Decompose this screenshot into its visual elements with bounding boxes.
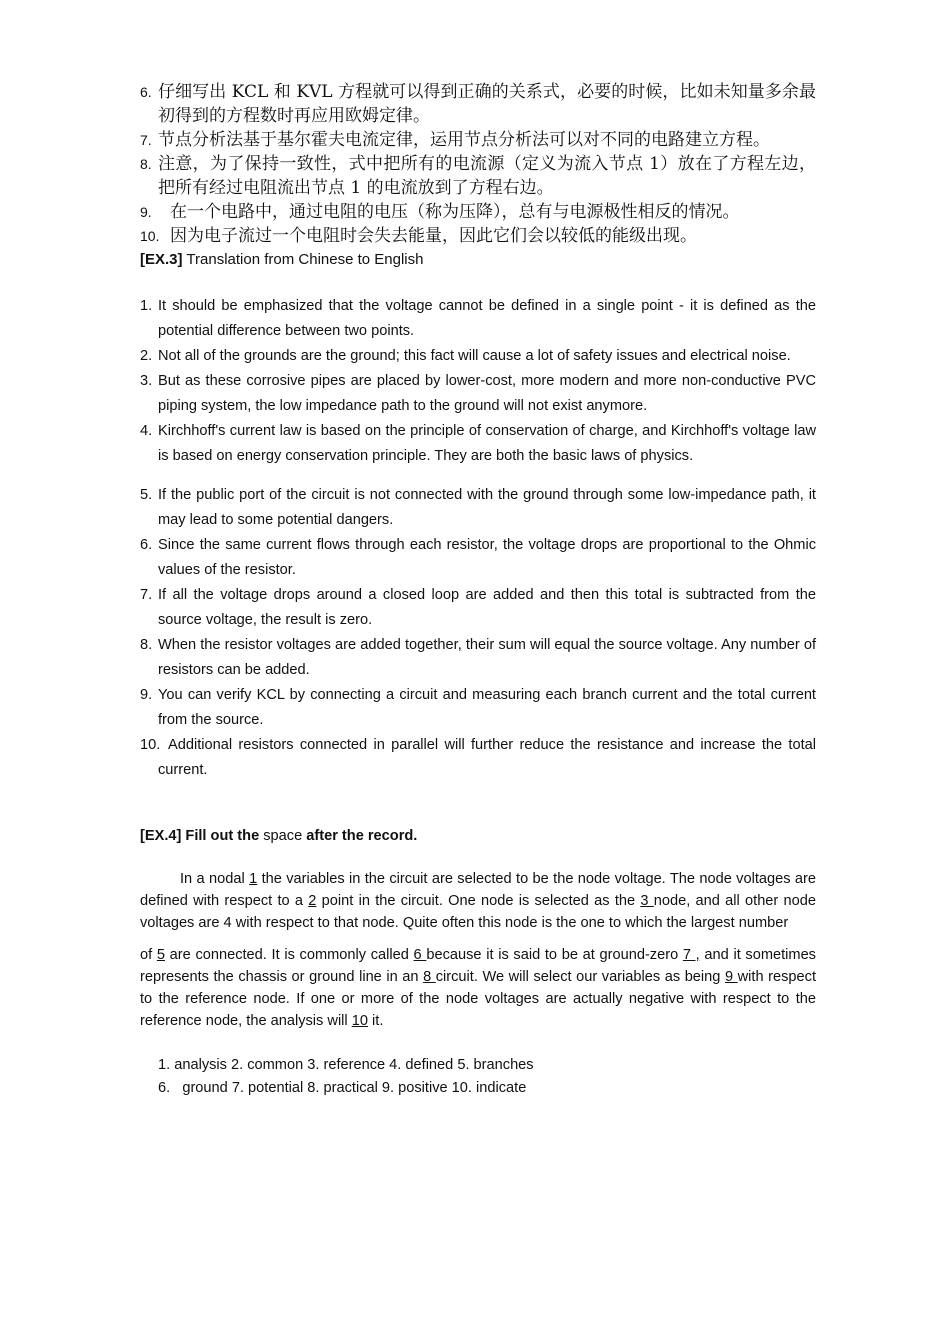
item-text: 因为电子流过一个电阻时会失去能量，因此它们会以较低的能级出现。 (170, 226, 697, 246)
ex3-title: Translation from Chinese to English (182, 251, 424, 268)
item-number: 8. (140, 156, 152, 172)
text-run: the variables in the circuit are selected to be the node voltage. The node voltages are defined with respect to a (140, 871, 816, 909)
blank-9: 9 (724, 969, 738, 985)
list-item (140, 369, 816, 419)
item-number: 1. (140, 298, 153, 314)
ex4-heading-part1: [EX.4] Fill out the (140, 828, 260, 844)
text-run: circuit. We will select our variables as being (435, 969, 725, 985)
text-run: In a nodal (180, 871, 250, 887)
answer-key-line-2: 6. ground 7. potential 8. practical 9. positive 10. indicate (158, 1080, 527, 1096)
item-text: It should be emphasized that the voltage cannot be defined in a single point - it is defined as the potential difference between two points. (158, 298, 816, 339)
blank-7: 7 , (682, 947, 700, 963)
item-text: Kirchhoff's current law is based on the principle of conservation of charge, and Kirchhoff's voltage law is based on energy conservation principle. They are both the basic laws of physics. (158, 423, 816, 464)
item-number: 7. (140, 587, 153, 603)
document-page (140, 80, 816, 1100)
ex3-tag: [EX.3] (140, 251, 183, 268)
list-item (140, 294, 816, 344)
list-item (140, 583, 816, 633)
ex4-paragraph-2 (140, 944, 816, 1032)
item-number: 8. (140, 637, 153, 653)
text-run: of (140, 947, 157, 963)
item-text: 仔细写出 KCL 和 KVL 方程就可以得到正确的关系式，必要的时候，比如未知量多余最初得到的方程数时再应用欧姆定律。 (158, 82, 816, 126)
item-text: But as these corrosive pipes are placed by lower-cost, more modern and more non-conductive PVC piping system, the low impedance path to the ground will not exist anymore. (158, 373, 816, 414)
chinese-items-list (140, 80, 816, 248)
list-item (140, 344, 816, 369)
ex4-heading-part2: space (259, 828, 307, 844)
item-number: 4. (140, 423, 153, 439)
ex4-heading-part3: after the record. (306, 828, 418, 844)
list-item (140, 419, 816, 469)
ex4-paragraph-1 (140, 868, 816, 934)
blank-8: 8 (423, 969, 436, 985)
english-items-list (140, 294, 816, 783)
text-run: node, and all other node voltages are 4 with respect to that node. Quite often this node is the one to which the largest number (140, 893, 817, 931)
list-item (140, 733, 816, 783)
text-run: and it sometimes represents the chassis or ground line in an (140, 947, 816, 985)
list-item (140, 152, 816, 200)
item-text: When the resistor voltages are added together, their sum will equal the source voltage. Any number of resistors can be added. (158, 637, 816, 678)
list-item (140, 128, 816, 152)
item-number: 9. (140, 204, 152, 220)
item-number: 10. (140, 228, 160, 244)
text-run: are connected. It is commonly called (164, 947, 414, 963)
blank-5: 5 (156, 947, 165, 963)
item-text: Since the same current flows through each resistor, the voltage drops are proportional to the Ohmic values of the resistor. (158, 537, 816, 578)
item-number: 6. (140, 84, 152, 100)
text-run: because it is said to be at ground-zero (426, 947, 683, 963)
text-run: it. (367, 1013, 384, 1029)
list-item (140, 633, 816, 683)
item-number: 2. (140, 348, 153, 364)
blank-10: 10 (351, 1013, 368, 1029)
ex3-heading (140, 248, 816, 272)
blank-1: 1 (249, 871, 258, 887)
item-text: 注意，为了保持一致性，式中把所有的电流源（定义为流入节点 1）放在了方程左边，把所有经过电阻流出节点 1 的电流放到了方程右边。 (158, 154, 816, 198)
list-spacer (140, 469, 816, 483)
item-text: Additional resistors connected in parallel will further reduce the resistance and increase the total current. (158, 737, 816, 778)
item-text: If the public port of the circuit is not connected with the ground through some low-impedance path, it may lead to some potential dangers. (158, 487, 816, 528)
item-number: 3. (140, 373, 153, 389)
item-number: 6. (140, 537, 153, 553)
list-item (140, 483, 816, 533)
item-number: 10. (140, 737, 161, 753)
list-item (140, 80, 816, 128)
list-item (140, 683, 816, 733)
item-number: 5. (140, 487, 153, 503)
list-item (140, 224, 816, 248)
item-text: 节点分析法基于基尔霍夫电流定律，运用节点分析法可以对不同的电路建立方程。 (158, 130, 770, 150)
answer-key-line-1: 1. analysis 2. common 3. reference 4. defined 5. branches (158, 1057, 534, 1073)
text-run: point in the circuit. One node is selected as the (316, 893, 641, 909)
item-text: Not all of the grounds are the ground; this fact will cause a lot of safety issues and electrical noise. (158, 348, 791, 364)
item-text: You can verify KCL by connecting a circuit and measuring each branch current and the total current from the source. (158, 687, 816, 728)
item-text: If all the voltage drops around a closed loop are added and then this total is subtracted from the source voltage, the result is zero. (158, 587, 816, 628)
text-run: with respect to the reference node. If one or more of the node voltages are actually negative with respect to the reference node, the analysis will (140, 969, 817, 1029)
blank-2: 2 (308, 893, 317, 909)
item-number: 9. (140, 687, 153, 703)
item-number: 7. (140, 132, 152, 148)
ex4-heading (140, 824, 816, 848)
item-text: 在一个电路中，通过电阻的电压（称为压降），总有与电源极性相反的情况。 (170, 202, 740, 222)
list-item (140, 533, 816, 583)
blank-3: 3 (640, 893, 654, 909)
blank-6: 6 (413, 947, 427, 963)
list-item (140, 200, 816, 224)
